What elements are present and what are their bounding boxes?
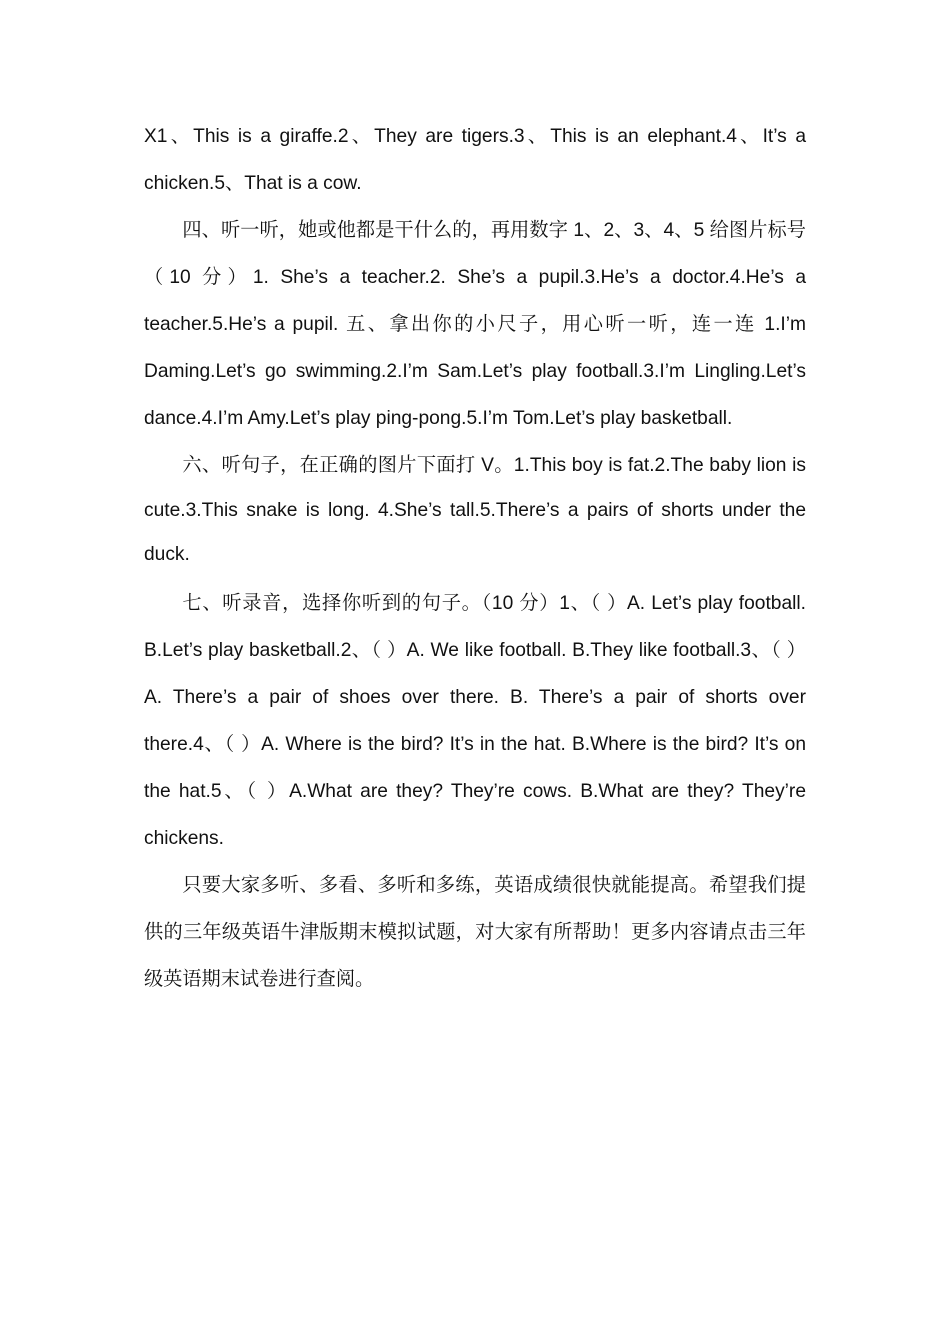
paragraph-answers-section-3: X1、This is a giraffe.2、They are tigers.3、This is an elephant.4、It’s a chicken.5、That is a cow. (144, 126, 806, 194)
paragraph-closing: 只要大家多听、多看、多听和多练，英语成绩很快就能提高。希望我们提供的三年级英语牛津版期末模拟试题，对大家有所帮助！更多内容请点击三年级英语期末试卷进行查阅。 (144, 874, 806, 990)
paragraph-section-7: 七、听录音，选择你听到的句子。（10 分）1、（ ）A. Let’s play football. B.Let’s play basketball.2、（ ）A. We like football. B.They like football.3、（ ）A. There’s a pair of shoes over there. B. There’s a pair of shorts over there.4、（ ）A. Where is the bird? It’s in the hat. B.Where is the bird? It’s on the hat.5、（ ）A.What are they? They’re cows. B.What are they? They’re chickens. (144, 592, 806, 849)
paragraph-sections-4-5: 四、听一听，她或他都是干什么的，再用数字 1、2、3、4、5 给图片标号（10 分）1. She’s a teacher.2. She’s a pupil.3.He’s a doctor.4.He’s a teacher.5.He’s a pupil. 五、拿出你的小尺子，用心听一听，连一连 1.I’m Daming.Let’s go swimming.2.I’m Sam.Let’s play football.3.I’m Lingling.Let’s dance.4.I’m Amy.Let’s play ping-pong.5.I’m Tom.Let’s play basketball. (144, 220, 806, 429)
paragraph-section-6: 六、听句子，在正确的图片下面打 V。1.This boy is fat.2.The baby lion is cute.3.This snake is long. 4.She’s tall.5.There’s a pairs of shorts under the duck. (144, 455, 806, 565)
document-body (144, 113, 806, 1003)
